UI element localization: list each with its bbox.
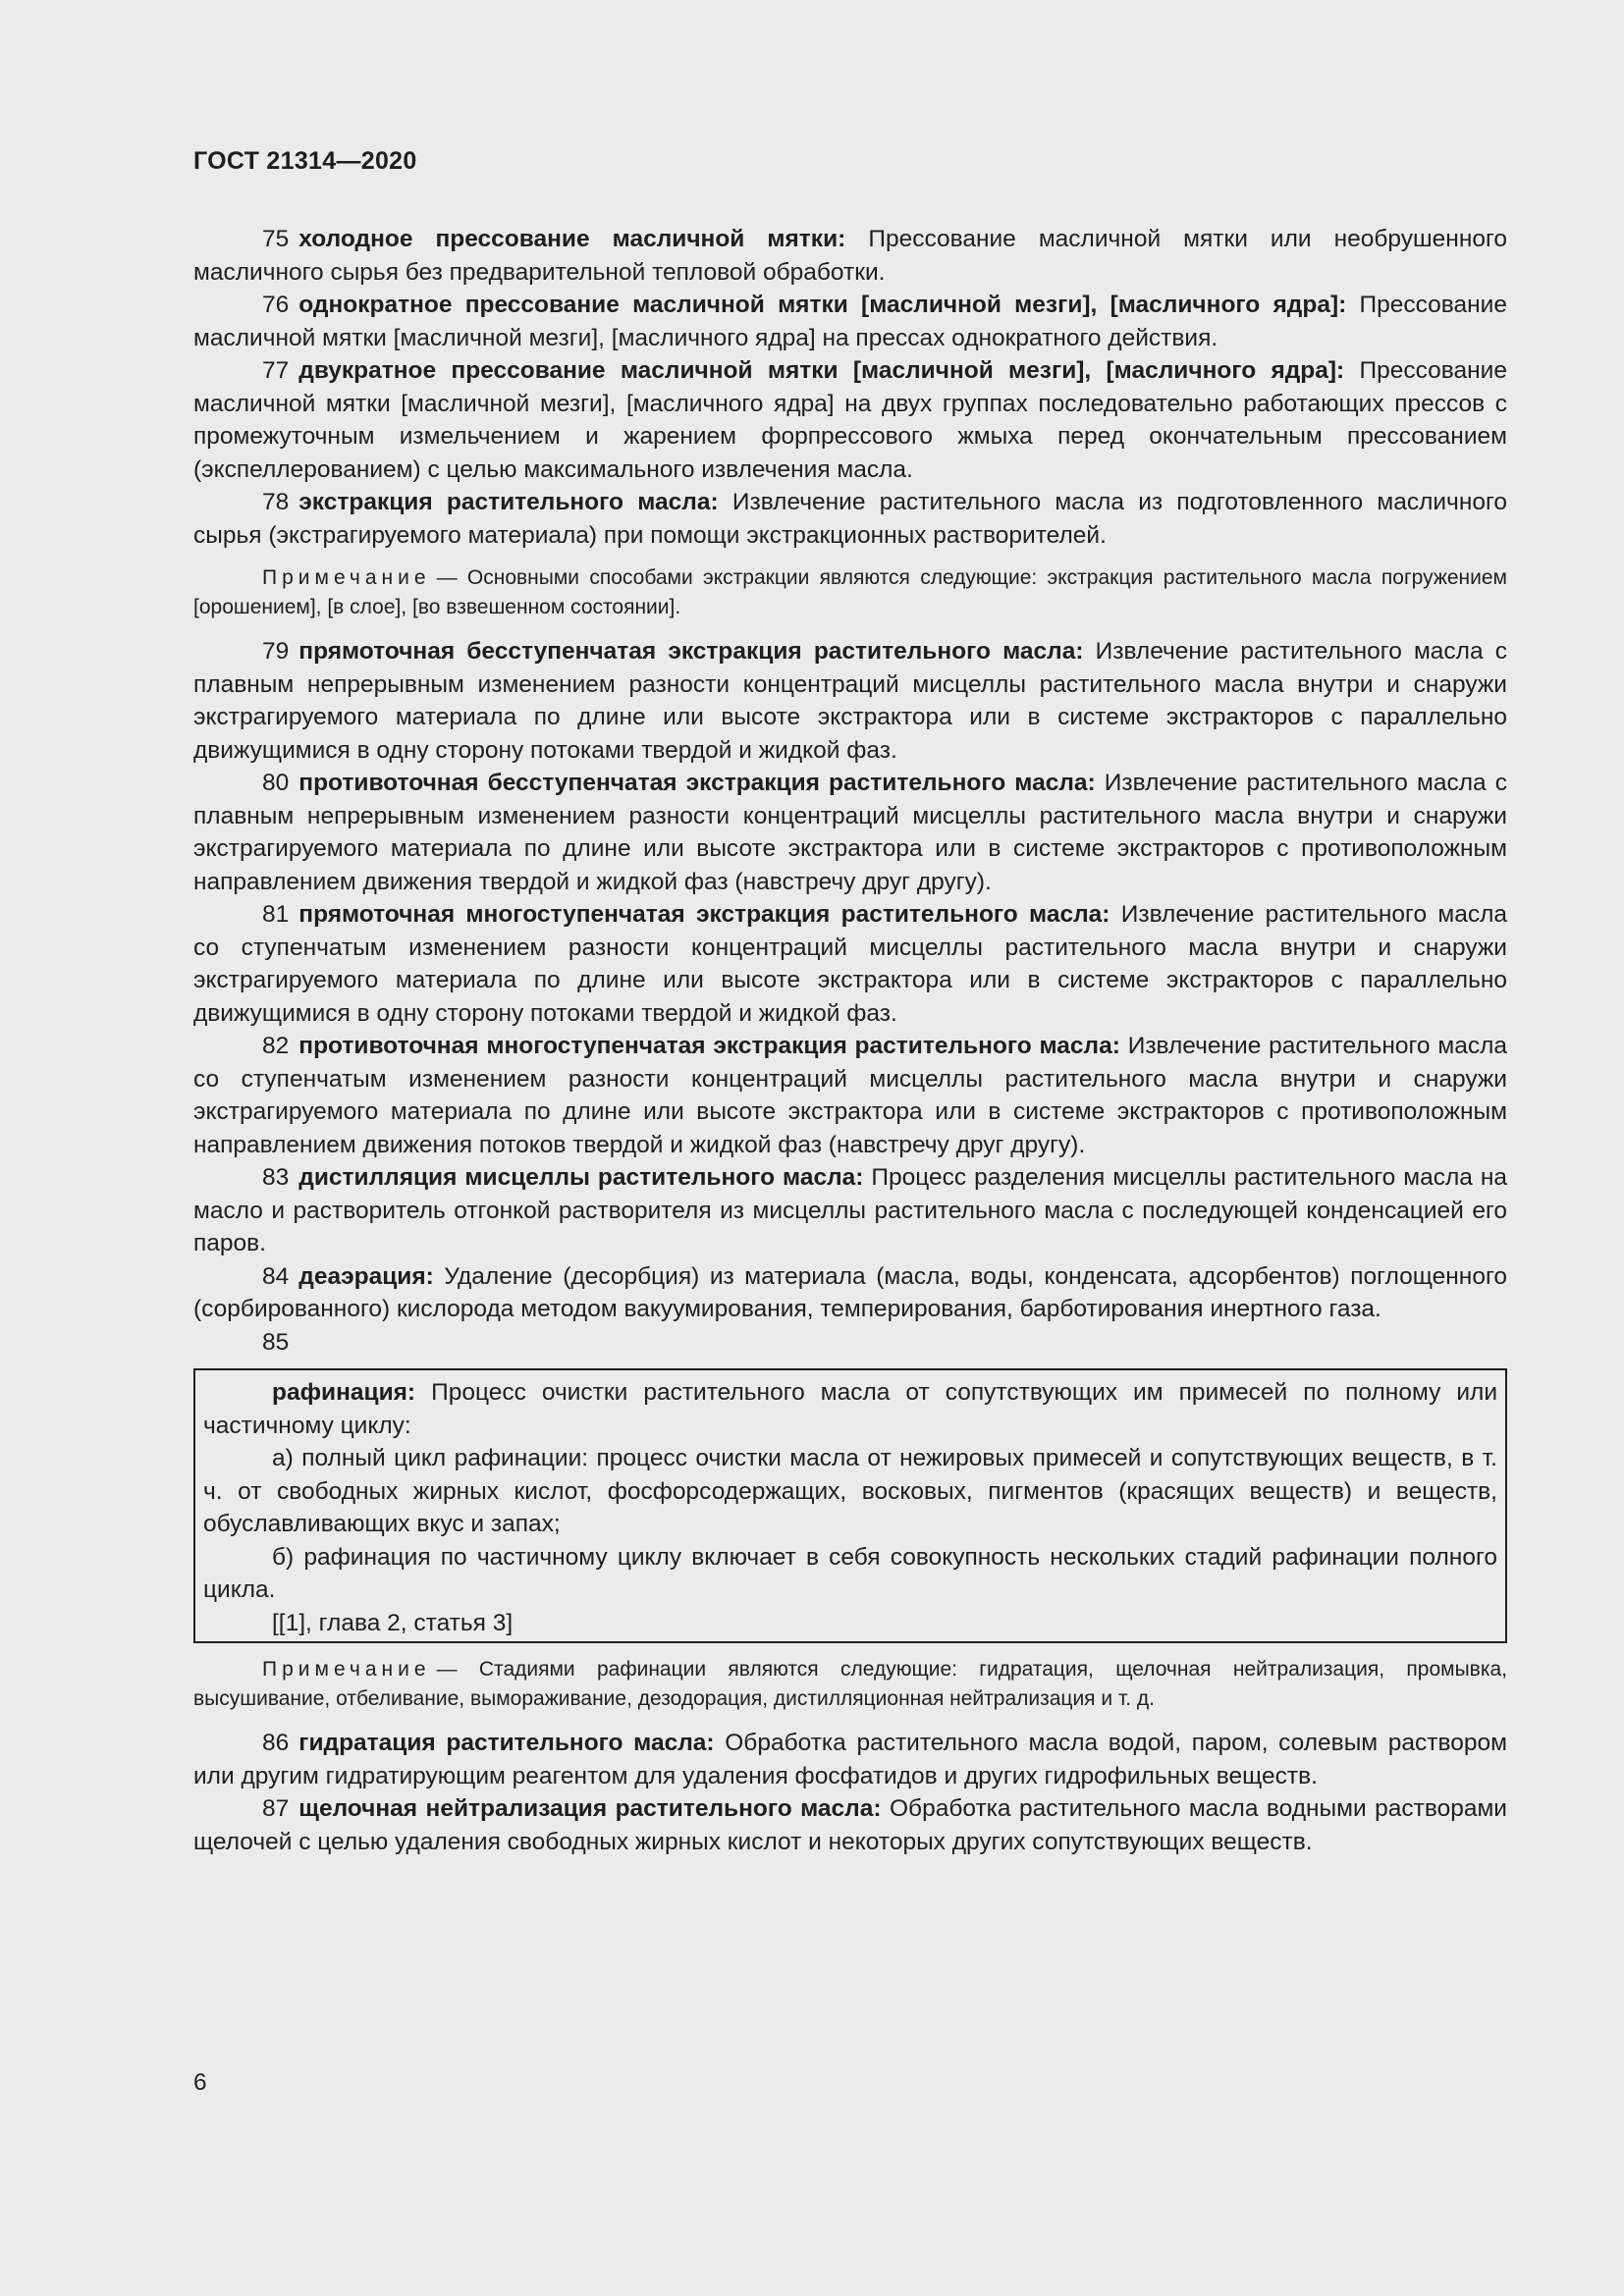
- term-definition: Извлечение растительного масла со ступенчатым изменением разности концентраций мисцеллы растительного масла внутри и снаружи экстрагируемого материала по длине или высоте экстрактора или в системе экстракторов с противоположным направлением движения потоков твердой и жидкой фаз (навстречу друг другу).: [193, 1033, 1507, 1158]
- term-number: 87: [262, 1795, 290, 1822]
- term-definition: Извлечение растительного масла со ступенчатым изменением разности концентраций мисцеллы растительного масла внутри и снаружи экстрагируемого материала по длине или высоте экстрактора или в системе экстракторов с параллельно движущимися в одну сторону потоками твердой и жидкой фаз.: [193, 901, 1508, 1027]
- document-header: ГОСТ 21314—2020: [193, 147, 417, 175]
- term-definition: Обработка растительного масла водными растворами щелочей с целью удаления свободных жирных кислот и некоторых других сопутствующих веществ.: [193, 1795, 1507, 1855]
- term-title: прямоточная многоступенчатая экстракция растительного масла:: [298, 901, 1110, 928]
- document-body: [193, 223, 1507, 1858]
- note-label: Примечание: [262, 566, 431, 589]
- term-number: 81: [262, 901, 290, 928]
- term-76: [193, 289, 1507, 354]
- term-85-source: [[1], глава 2, статья 3]: [272, 1609, 514, 1636]
- term-definition: Извлечение растительного масла с плавным непрерывным изменением разности концентраций мисцеллы растительного масла внутри и снаружи экстрагируемого материала по длине или высоте экстрактора или в системе экстракторов с противоположным направлением движения твердой и жидкой фаз (навстречу друг другу).: [193, 770, 1507, 895]
- term-number: 79: [262, 638, 290, 665]
- term-84: [193, 1260, 1507, 1326]
- term-title: противоточная бесступенчатая экстракция растительного масла:: [298, 770, 1096, 796]
- term-number: 82: [262, 1033, 290, 1059]
- term-definition: Прессование масличной мятки [масличной мезги], [масличного ядра] на двух группах последовательно работающих прессов с промежуточным измельчением и жарением форпрессового жмыха перед окончательным прессованием (экспеллерованием) с целью максимального извлечения масла.: [193, 357, 1507, 483]
- term-title: противоточная многоступенчатая экстракция растительного масла:: [298, 1033, 1120, 1059]
- term-number: 75: [262, 226, 290, 252]
- term-title: прямоточная бесступенчатая экстракция растительного масла:: [298, 638, 1084, 665]
- term-81: [193, 898, 1507, 1030]
- page-number: 6: [193, 2069, 207, 2096]
- term-number: 83: [262, 1164, 290, 1191]
- term-title: гидратация растительного масла:: [298, 1730, 715, 1756]
- note-text: — Основными способами экстракции являются следующие: экстракция растительного масла погружением [орошением], [в слое], [во взвешенном состоянии].: [193, 566, 1507, 618]
- term-86: [193, 1727, 1507, 1792]
- term-definition: Процесс разделения мисцеллы растительного масла на масло и растворитель отгонкой растворителя из мисцеллы растительного масла с последующей конденсацией его паров.: [193, 1164, 1507, 1256]
- note-refining: [193, 1655, 1507, 1714]
- note-text: — Стадиями рафинации являются следующие: гидратация, щелочная нейтрализация, промывка, высушивание, отбеливание, вымораживание, дезодорация, дистилляционная нейтрализация и т. д.: [193, 1658, 1507, 1710]
- term-number: 80: [262, 770, 290, 796]
- term-number: 77: [262, 357, 290, 384]
- term-definition: Прессование масличной мятки или необрушенного масличного сырья без предварительной тепловой обработки.: [193, 226, 1508, 286]
- term-78: [193, 486, 1507, 552]
- term-number: 86: [262, 1730, 290, 1756]
- term-title: деаэрация:: [298, 1262, 434, 1290]
- term-number: 76: [262, 292, 290, 318]
- note-extraction: [193, 563, 1507, 622]
- term-85-box: [193, 1368, 1507, 1643]
- term-title: дистилляция мисцеллы растительного масла:: [298, 1164, 864, 1191]
- term-82: [193, 1030, 1507, 1161]
- term-definition: Удаление (десорбция) из материала (масла, воды, конденсата, адсорбентов) поглощенного (сорбированного) кислорода методом вакуумирования, темперирования, барботирования инертного газа.: [193, 1262, 1507, 1322]
- term-87: [193, 1792, 1507, 1858]
- term-definition: Прессование масличной мятки [масличной мезги], [масличного ядра] на прессах однократного действия.: [193, 292, 1507, 351]
- term-number: 84: [262, 1262, 290, 1290]
- term-79: [193, 635, 1507, 767]
- term-80: [193, 767, 1507, 898]
- term-77: [193, 354, 1507, 486]
- term-definition: Обработка растительного масла водой, паром, солевым раствором или другим гидратирующим реагентом для удаления фосфатидов и других гидрофильных веществ.: [193, 1730, 1507, 1789]
- term-75: [193, 223, 1507, 289]
- term-83: [193, 1161, 1507, 1260]
- term-85-item-b: б) рафинация по частичному циклу включает в себя совокупность нескольких стадий рафинации полного цикла.: [203, 1543, 1497, 1603]
- note-label: Примечание: [262, 1658, 431, 1681]
- term-title: однократное прессование масличной мятки [масличной мезги], [масличного ядра]:: [298, 292, 1347, 318]
- term-85-main: [203, 1376, 1497, 1442]
- term-85-item-a: а) полный цикл рафинации: процесс очистки масла от нежировых примесей и сопутствующих веществ, в т. ч. от свободных жирных кислот, фосфорсодержащих, восковых, пигментов (красящих веществ) и веществ, обуславливающих вкус и запах;: [203, 1445, 1497, 1537]
- term-title: щелочная нейтрализация растительного масла:: [298, 1795, 882, 1822]
- term-title: экстракция растительного масла:: [298, 489, 719, 515]
- term-85-number: 85: [262, 1328, 290, 1356]
- term-title: холодное прессование масличной мятки:: [298, 226, 846, 252]
- term-title: двукратное прессование масличной мятки [масличной мезги], [масличного ядра]:: [298, 357, 1345, 384]
- term-number: 78: [262, 489, 290, 515]
- term-definition: Извлечение растительного масла из подготовленного масличного сырья (экстрагируемого материала) при помощи экстракционных растворителей.: [193, 489, 1508, 549]
- term-title: рафинация:: [272, 1379, 416, 1406]
- term-definition: Процесс очистки растительного масла от сопутствующих им примесей по полному или частичному циклу:: [203, 1379, 1498, 1439]
- term-definition: Извлечение растительного масла с плавным непрерывным изменением разности концентраций мисцеллы растительного масла внутри и снаружи экстрагируемого материала по длине или высоте экстрактора или в системе экстракторов с параллельно движущимися в одну сторону потоками твердой и жидкой фаз.: [193, 638, 1507, 764]
